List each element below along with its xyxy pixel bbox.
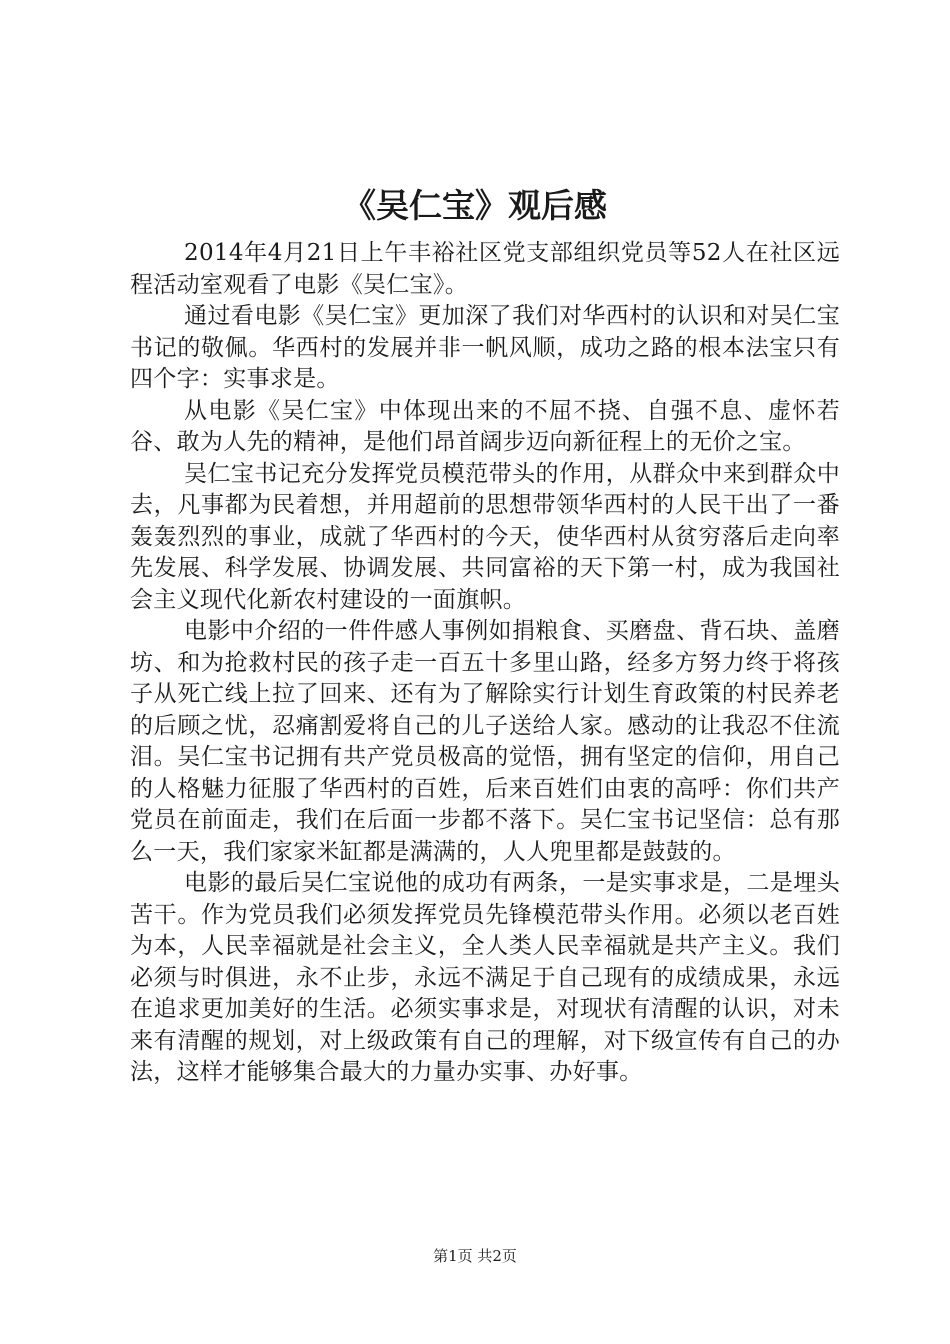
- paragraph-1: 2014年4月21日上午丰裕社区党支部组织党员等52人在社区远程活动室观看了电影《吴仁宝》。: [130, 240, 840, 298]
- paragraph-4: 吴仁宝书记充分发挥党员模范带头的作用，从群众中来到群众中去，凡事都为民着想，并用超前的思想带领华西村的人民干出了一番轰轰烈烈的事业，成就了华西村的今天，使华西村从贫穷落后走向率先发展、科学发展、协调发展、共同富裕的天下第一村，成为我国社会主义现代化新农村建设的一面旗帜。: [130, 460, 840, 613]
- page-footer: 第1页 共2页: [433, 1247, 517, 1265]
- document-title: 《吴仁宝》观后感: [343, 186, 607, 225]
- paragraph-5: 电影中介绍的一件件感人事例如捐粮食、买磨盘、背石块、盖磨坊、和为抢救村民的孩子走一百五十多里山路，经多方努力终于将孩子从死亡线上拉了回来、还有为了解除实行计划生育政策的村民养老的后顾之忧，忍痛割爱将自己的儿子送给人家。感动的让我忍不住流泪。吴仁宝书记拥有共产党员极高的觉悟，拥有坚定的信仰，用自己的人格魅力征服了华西村的百姓，后来百姓们由衷的高呼：你们共产党员在前面走，我们在后面一步都不落下。吴仁宝书记坚信：总有那么一天，我们家家米缸都是满满的，人人兜里都是鼓鼓的。: [130, 618, 840, 865]
- paragraph-3: 从电影《吴仁宝》中体现出来的不屈不挠、自强不息、虚怀若谷、敢为人先的精神，是他们昂首阔步迈向新征程上的无价之宝。: [130, 397, 840, 455]
- paragraph-6: 电影的最后吴仁宝说他的成功有两条，一是实事求是，二是埋头苦干。作为党员我们必须发挥党员先锋模范带头作用。必须以老百姓为本，人民幸福就是社会主义，全人类人民幸福就是共产主义。我们必须与时俱进，永不止步，永远不满足于自己现有的成绩成果，永远在追求更加美好的生活。必须实事求是，对现状有清醒的认识，对未来有清醒的规划，对上级政策有自己的理解，对下级宣传有自己的办法，这样才能够集合最大的力量办实事、办好事。: [130, 870, 840, 1085]
- paragraph-2: 通过看电影《吴仁宝》更加深了我们对华西村的认识和对吴仁宝书记的敬佩。华西村的发展并非一帆风顺，成功之路的根本法宝只有四个字：实事求是。: [130, 303, 840, 392]
- document-body: [130, 238, 840, 1089]
